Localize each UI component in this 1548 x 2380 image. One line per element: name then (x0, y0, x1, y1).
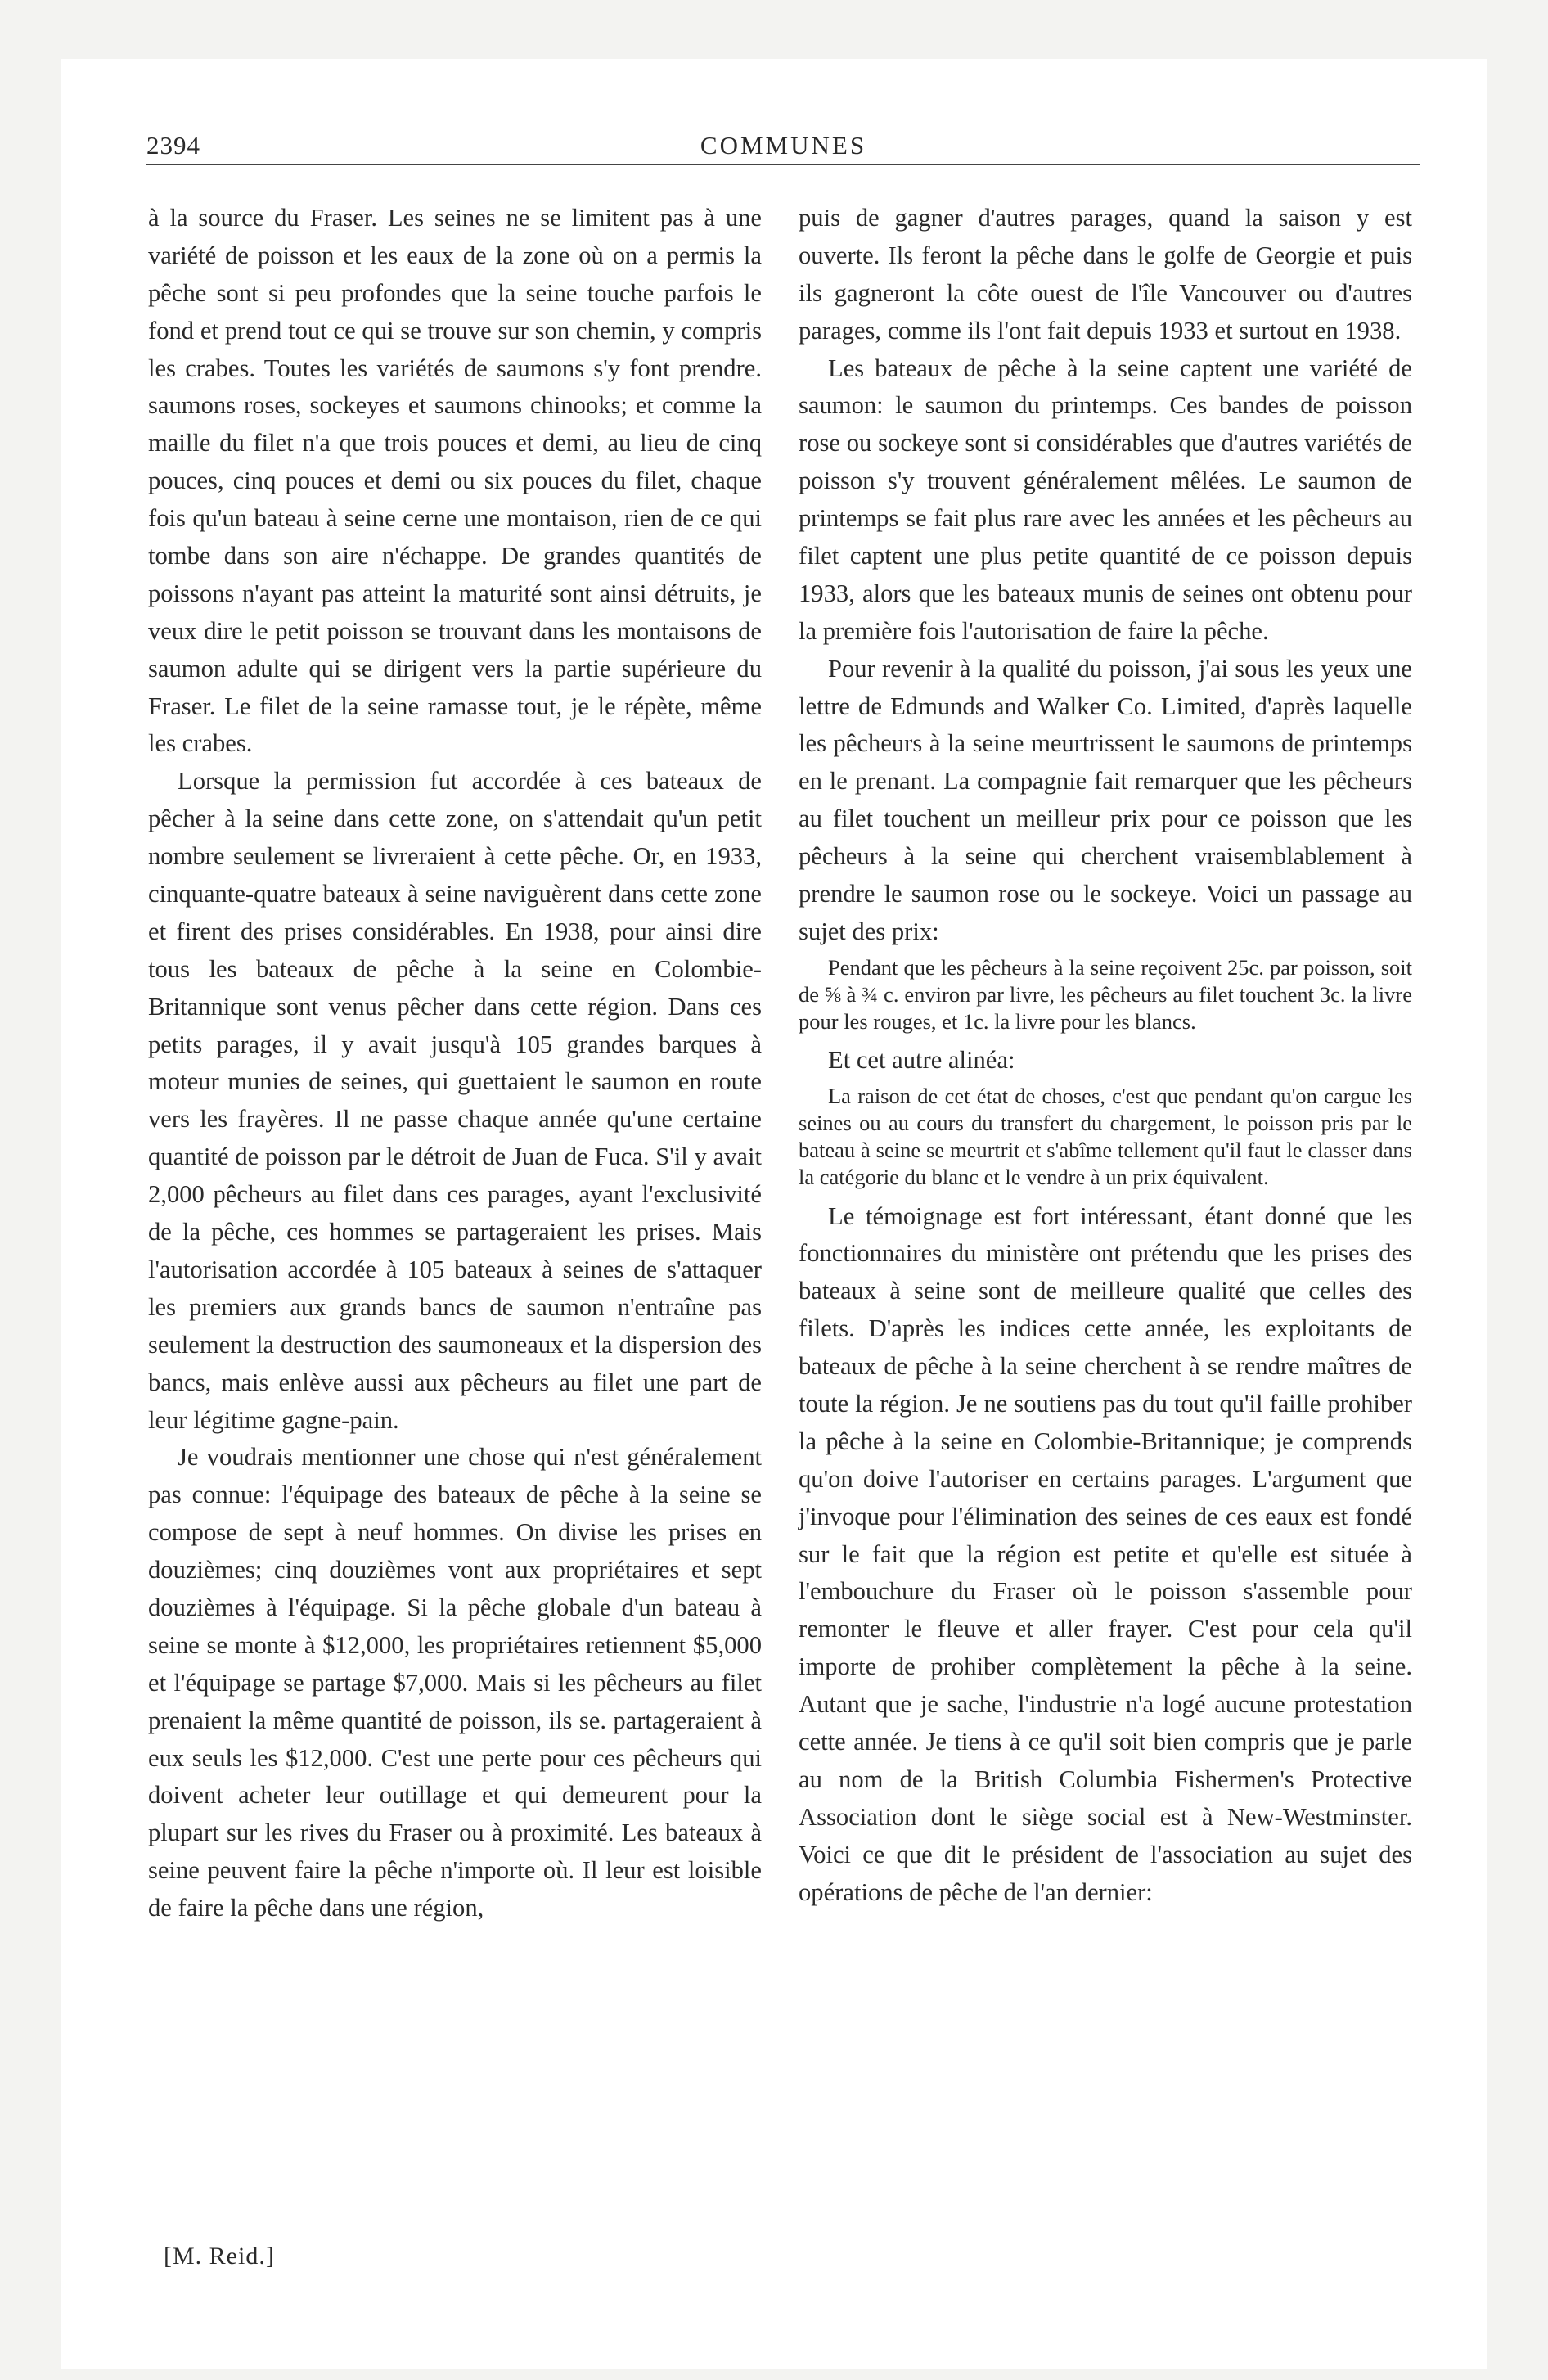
speaker-attribution: [M. Reid.] (164, 2243, 275, 2270)
quote-intro: Et cet autre alinéa: (828, 1046, 1015, 1075)
right-paragraph-2: Les bateaux de pêche à la seine captent une variété de saumon: le saumon du printemps. Ces bandes de poisson rose ou sockeye sont si considérables que d'autres variétés de poisson s'y trouvent généralement mêlées. Le saumon de printemps se fait plus rare avec les années et les pêcheurs au filet captent une plus petite quantité de ce poisson depuis 1933, alors que les bateaux munis de seines ont obtenu pour la première fois l'autorisation de faire la pêche. (799, 354, 1412, 645)
block-quote-prices: Pendant que les pêcheurs à la seine reçoivent 25c. par poisson, soit de ⅝ à ¾ c. environ par livre, les pêcheurs au filet touchent 3c. la livre pour les rouges, et 1c. la livre pour les blancs. (799, 954, 1412, 1034)
right-paragraph-4: Le témoignage est fort intéressant, étant donné que les fonctionnaires du ministère ont prétendu que les prises des bateaux à seine sont de meilleure qualité que celles des filets. D'après les indices cette année, les exploitants de bateaux de pêche à la seine cherchent à se rendre maîtres de toute la région. Je ne soutiens pas du tout qu'il faille prohiber la pêche à la seine en Colombie-Britannique; je comprends qu'on doive l'autoriser en certains parages. L'argument que j'invoque pour l'élimination des seines de ces eaux est fondé sur le fait que la région est petite et qu'elle est située à l'embouchure du Fraser où le poisson s'assemble pour remonter le fleuve et aller frayer. C'est pour cela qu'il importe de prohiber complètement la pêche à la seine. Autant que je sache, l'industrie n'a logé aucune protestation cette année. Je tiens à ce qu'il soit bien compris que je parle au nom de la British Columbia Fishermen's Protective Association dont le siège social est à New-Westminster. Voici ce que dit le président de l'association au sujet des opérations de pêche de l'an dernier: (799, 1201, 1412, 1906)
block-quote-reason: La raison de cet état de choses, c'est que pendant qu'on cargue les seines ou au cours du transfert du chargement, le poisson pris par le bateau à seine se meurtrit et s'abîme tellement qu'il faut le classer dans la catégorie du blanc et le vendre à un prix équivalent. (799, 1084, 1412, 1190)
page-number: 2394 (146, 131, 200, 160)
right-paragraph-3: Pour revenir à la qualité du poisson, j'ai sous les yeux une lettre de Edmunds and Walker Co. Limited, d'après laquelle les pêcheurs à la seine meurtrissent le saumons de printemps en le prenant. La compagnie fait remarquer que les pêcheurs au filet touchent un meilleur prix pour ce poisson que les pêcheurs à la seine qui cherchent vraisemblablement à prendre le saumon rose ou le sockeye. Voici un passage au sujet des prix: (799, 654, 1412, 945)
left-column (148, 200, 762, 1927)
left-paragraph-3: Je voudrais mentionner une chose qui n'est généralement pas connue: l'équipage des bateaux de pêche à la seine se compose de sept à neuf hommes. On divise les prises en douzièmes; cinq douzièmes vont aux propriétaires et sept douzièmes à l'équipage. Si la pêche globale d'un bateau à seine se monte à $12,000, les propriétaires retiennent $5,000 et l'équipage se partage $7,000. Mais si les pêcheurs au filet prenaient la même quantité de poisson, ils se. partageraient à eux seuls les $12,000. C'est une perte pour ces pêcheurs qui doivent acheter leur outillage et qui demeurent pour la plupart sur les rives du Fraser ou à proximité. Les bateaux à seine peuvent faire la pêche n'importe où. Il leur est loisible de faire la pêche dans une région, (148, 1443, 762, 1922)
left-paragraph-2: Lorsque la permission fut accordée à ces bateaux de pêcher à la seine dans cette zone, on s'attendait qu'un petit nombre seulement se livreraient à cette pêche. Or, en 1933, cinquante-quatre bateaux à seine naviguèrent dans cette zone et firent des prises considérables. En 1938, pour ainsi dire tous les bateaux de pêche à la seine en Colombie-Britannique sont venus pêcher dans cette région. Dans ces petits parages, il y avait jusqu'à 105 grandes barques à moteur munies de seines, qui guettaient le saumon en route vers les frayères. Il ne passe chaque année qu'une certaine quantité de poisson par le détroit de Juan de Fuca. S'il y avait 2,000 pêcheurs au filet dans ces parages, ayant l'exclusivité de la pêche, ces hommes se partageraient les prises. Mais l'autorisation accordée à 105 bateaux à seines de s'attaquer les premiers aux grands bancs de saumon n'entraîne pas seulement la destruction des saumoneaux et la dispersion des bancs, mais enlève aussi aux pêcheurs au filet une part de leur légitime gagne-pain. (148, 767, 762, 1434)
left-paragraph-1: à la source du Fraser. Les seines ne se limitent pas à une variété de poisson et les eaux de la zone où on a permis la pêche sont si peu profondes que la seine touche parfois le fond et prend tout ce qui se trouve sur son chemin, y compris les crabes. Toutes les variétés de saumons s'y font prendre. saumons roses, sockeyes et saumons chinooks; et comme la maille du filet n'a que trois pouces et demi, au lieu de cinq pouces, cinq pouces et demi ou six pouces du filet, chaque fois qu'un bateau à seine cerne une montaison, rien de ce qui tombe dans son aire n'échappe. De grandes quantités de poissons n'ayant pas atteint la maturité sont ainsi détruits, je veux dire le petit poisson se trouvant dans les montaisons de saumon adulte qui se dirigent vers la partie supérieure du Fraser. Le filet de la seine ramasse tout, je le répète, même les crabes. (148, 204, 762, 758)
page-header (146, 131, 1420, 165)
right-paragraph-1: puis de gagner d'autres parages, quand la saison y est ouverte. Ils feront la pêche dans le golfe de Georgie et puis ils gagneront la côte ouest de l'île Vancouver ou d'autres parages, comme ils l'ont fait depuis 1933 et surtout en 1938. (799, 204, 1412, 345)
running-head: COMMUNES (700, 131, 867, 160)
right-column (799, 200, 1412, 1912)
